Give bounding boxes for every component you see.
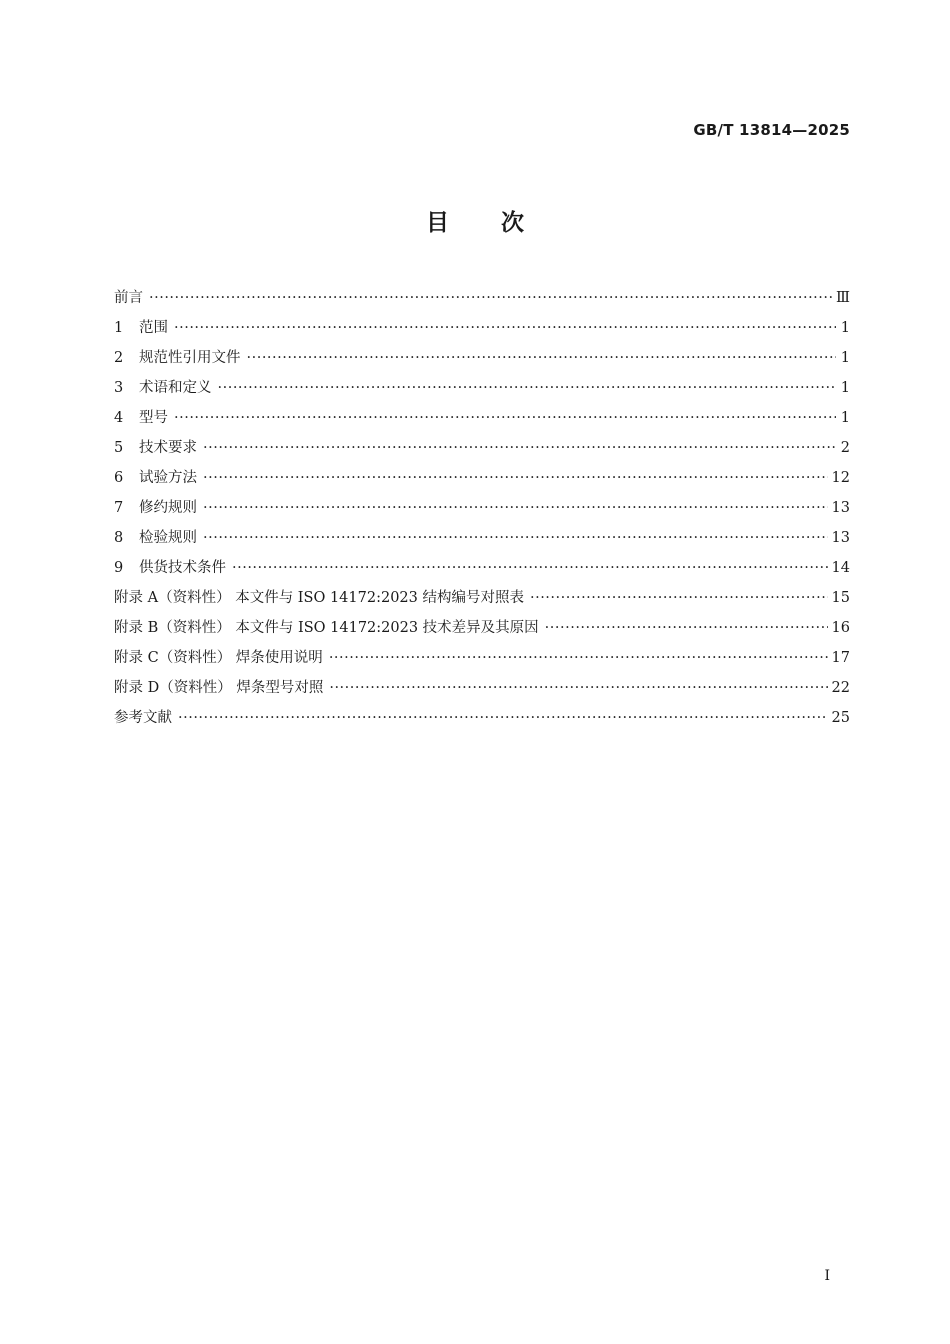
toc-dot-leader xyxy=(203,493,828,523)
toc-entry-page: 22 xyxy=(831,680,850,696)
toc-entry-model[interactable] xyxy=(114,403,850,433)
toc-entry-page: 1 xyxy=(840,380,850,396)
toc-entry-scope[interactable] xyxy=(114,313,850,343)
toc-entry-label: 试验方法 xyxy=(139,470,197,486)
toc-entry-terms[interactable] xyxy=(114,373,850,403)
toc-title: 目次 xyxy=(426,210,576,236)
toc-entry-number: 6 xyxy=(114,470,124,486)
toc-entry-label: 前言 xyxy=(114,290,143,306)
toc-entry-page: 2 xyxy=(840,440,850,456)
toc-entry-test-methods[interactable] xyxy=(114,463,850,493)
toc-entry-label: 附录 D（资料性） 焊条型号对照 xyxy=(114,680,324,696)
toc-dot-leader xyxy=(149,283,832,313)
toc-dot-leader xyxy=(174,313,836,343)
toc-entry-label: 附录 A（资料性） 本文件与 ISO 14172:2023 结构编号对照表 xyxy=(114,590,524,606)
toc-entry-foreword[interactable] xyxy=(114,283,850,313)
toc-dot-leader xyxy=(545,613,828,643)
toc-entry-page: Ⅲ xyxy=(836,290,850,306)
toc-entry-number: 1 xyxy=(114,320,124,336)
toc-entry-number: 9 xyxy=(114,560,124,576)
toc-entry-page: 12 xyxy=(831,470,850,486)
toc-dot-leader xyxy=(530,583,828,613)
toc-entry-rounding-rules[interactable] xyxy=(114,493,850,523)
toc-entry-page: 1 xyxy=(840,350,850,366)
toc-dot-leader xyxy=(329,643,828,673)
toc-entry-page: 16 xyxy=(831,620,850,636)
toc-entry-supply-conditions[interactable] xyxy=(114,553,850,583)
standard-code: GB/T 13814—2025 xyxy=(693,121,850,139)
toc-entry-label: 供货技术条件 xyxy=(139,560,226,576)
toc-entry-page: 14 xyxy=(831,560,850,576)
toc-dot-leader xyxy=(178,703,828,733)
toc-entry-normative-references[interactable] xyxy=(114,343,850,373)
toc-entry-label: 参考文献 xyxy=(114,710,172,726)
toc-entry-page: 15 xyxy=(831,590,850,606)
toc-entry-label: 范围 xyxy=(139,320,168,336)
toc-entry-page: 17 xyxy=(831,650,850,666)
toc-entry-label: 附录 C（资料性） 焊条使用说明 xyxy=(114,650,323,666)
toc-entry-page: 13 xyxy=(831,500,850,516)
toc-entry-label: 附录 B（资料性） 本文件与 ISO 14172:2023 技术差异及其原因 xyxy=(114,620,539,636)
toc-entry-page: 25 xyxy=(831,710,850,726)
toc-entry-technical-requirements[interactable] xyxy=(114,433,850,463)
toc-dot-leader xyxy=(174,403,836,433)
toc-entry-page: 1 xyxy=(840,320,850,336)
toc-entry-label: 修约规则 xyxy=(139,500,197,516)
toc-dot-leader xyxy=(203,523,828,553)
toc-entry-label: 检验规则 xyxy=(139,530,197,546)
toc-entry-number: 7 xyxy=(114,500,124,516)
toc-entry-label: 型号 xyxy=(139,410,168,426)
toc-dot-leader xyxy=(232,553,828,583)
toc-list xyxy=(114,283,850,733)
toc-dot-leader xyxy=(329,673,827,703)
page-number: I xyxy=(824,1268,830,1284)
toc-dot-leader xyxy=(203,463,828,493)
toc-entry-number: 3 xyxy=(114,380,124,396)
toc-entry-label: 规范性引用文件 xyxy=(139,350,241,366)
toc-entry-annex-a[interactable] xyxy=(114,583,850,613)
toc-dot-leader xyxy=(218,373,837,403)
toc-entry-number: 2 xyxy=(114,350,124,366)
toc-entry-page: 13 xyxy=(831,530,850,546)
toc-entry-annex-d[interactable] xyxy=(114,673,850,703)
toc-dot-leader xyxy=(247,343,837,373)
toc-entry-label: 术语和定义 xyxy=(139,380,212,396)
toc-entry-page: 1 xyxy=(840,410,850,426)
toc-entry-label: 技术要求 xyxy=(139,440,197,456)
toc-entry-number: 8 xyxy=(114,530,124,546)
toc-entry-bibliography[interactable] xyxy=(114,703,850,733)
toc-entry-annex-c[interactable] xyxy=(114,643,850,673)
toc-dot-leader xyxy=(203,433,836,463)
toc-entry-number: 4 xyxy=(114,410,124,426)
toc-entry-number: 5 xyxy=(114,440,124,456)
toc-entry-inspection-rules[interactable] xyxy=(114,523,850,553)
toc-entry-annex-b[interactable] xyxy=(114,613,850,643)
